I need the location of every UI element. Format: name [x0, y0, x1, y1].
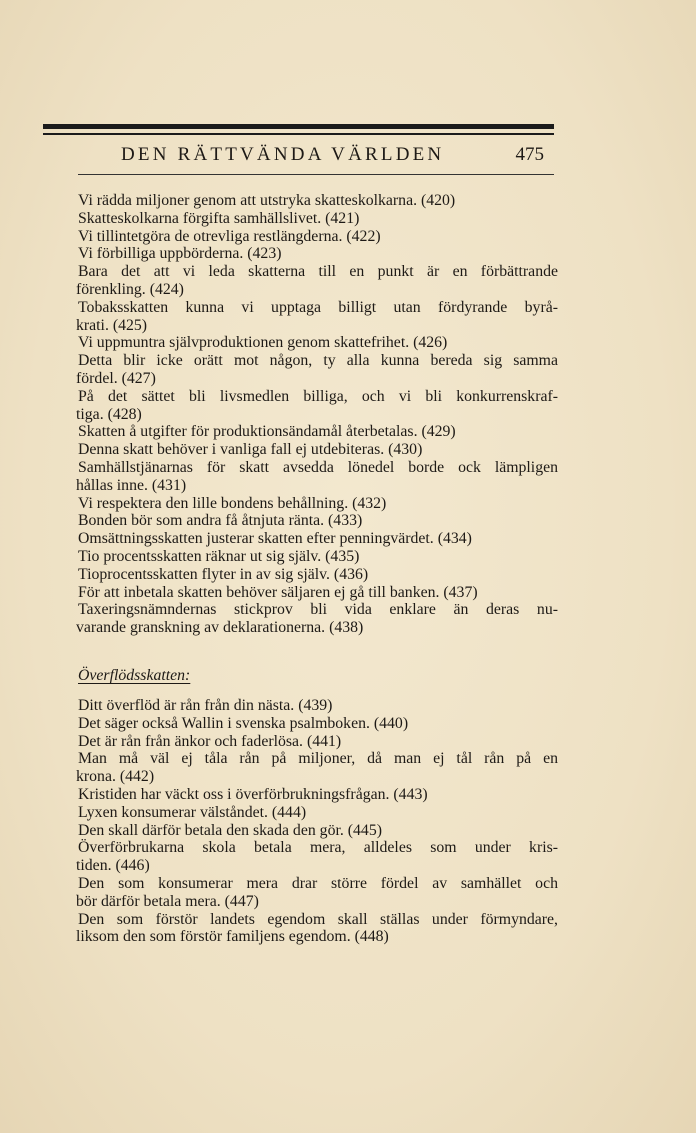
text-line: varande granskning av deklarationerna. (438)	[76, 619, 364, 637]
text-line: Kristiden har väckt oss i överförbrukningsfrågan. (443)	[78, 785, 428, 803]
text-line: Det säger också Wallin i svenska psalmboken. (440)	[78, 714, 409, 732]
text-line: Vi uppmuntra självproduktionen genom skattefrihet. (426)	[78, 334, 448, 352]
text-line: Denna skatt behöver i vanliga fall ej utdebiteras. (430)	[78, 441, 423, 459]
text-line: tiga. (428)	[76, 405, 142, 423]
text-line: På det sättet bli livsmedlen billiga, och vi bli konkurrenskraf-	[78, 387, 558, 405]
text-line: Vi förbilliga uppbörderna. (423)	[78, 245, 282, 263]
section-heading: Överflödsskatten:	[78, 667, 191, 684]
text-line: liksom den som förstör familjens egendom. (448)	[76, 928, 389, 946]
header-underline	[78, 174, 554, 175]
text-line: Bara det att vi leda skatterna till en punkt är en förbättrande	[78, 263, 558, 281]
text-line: Det är rån från änkor och faderlösa. (441)	[78, 732, 342, 750]
text-line: fördel. (427)	[76, 369, 156, 387]
text-line: Den som förstör landets egendom skall ställas under förmyndare,	[78, 910, 558, 928]
text-line: Vi respektera den lille bondens behållning. (432)	[78, 494, 387, 512]
text-line: Vi rädda miljoner genom att utstryka skatteskolkarna. (420)	[78, 192, 456, 209]
text-line: Samhällstjänarnas för skatt avsedda lönedel borde ock lämpligen	[78, 458, 558, 476]
running-title: DEN RÄTTVÄNDA VÄRLDEN	[121, 144, 445, 165]
text-line: Den skall därför betala den skada den gör. (445)	[78, 821, 382, 839]
text-line: krati. (425)	[76, 316, 148, 334]
header-rule-thin	[43, 133, 554, 135]
text-line: För att inbetala skatten behöver säljaren ej gå till banken. (437)	[78, 583, 478, 601]
text-line: Man må väl ej tåla rån på miljoner, då man ej tål rån på en	[78, 750, 558, 768]
text-line: Bonden bör som andra få åtnjuta ränta. (433)	[78, 512, 363, 530]
text-line: Den som konsumerar mera drar större fördel av samhället och	[78, 874, 558, 892]
text-line: Vi tillintetgöra de otrevliga restlängderna. (422)	[78, 227, 381, 245]
text-line: hållas inne. (431)	[76, 476, 187, 494]
text-line: Tioprocentsskatten flyter in av sig själv. (436)	[78, 565, 369, 583]
text-line: Ditt överflöd är rån från din nästa. (439)	[78, 697, 333, 714]
text-line: Skatteskolkarna förgifta samhällslivet. (421)	[78, 209, 360, 227]
running-header	[43, 143, 554, 169]
body-text-section-1	[78, 192, 558, 637]
body-text-section-2	[78, 697, 558, 946]
header-rule-thick	[43, 124, 554, 129]
text-line: Omsättningsskatten justerar skatten efter penningvärdet. (434)	[78, 530, 472, 548]
text-line: förenkling. (424)	[76, 280, 184, 298]
text-line: krona. (442)	[76, 768, 155, 786]
text-line: Detta blir icke orätt mot någon, ty alla kunna bereda sig samma	[78, 352, 558, 370]
page-number: 475	[515, 144, 544, 165]
text-line: tiden. (446)	[76, 857, 150, 875]
text-line: Skatten å utgifter för produktionsändamål återbetalas. (429)	[78, 423, 456, 441]
text-line: Lyxen konsumerar välståndet. (444)	[78, 803, 307, 821]
text-line: Taxeringsnämndernas stickprov bli vida enklare än deras nu-	[78, 601, 558, 619]
text-line: bör därför betala mera. (447)	[76, 892, 259, 910]
text-line: Tio procentsskatten räknar ut sig själv. (435)	[78, 547, 360, 565]
text-line: Överförbrukarna skola betala mera, alldeles som under kris-	[78, 839, 558, 857]
text-line: Tobaksskatten kunna vi upptaga billigt utan fördyrande byrå-	[78, 298, 558, 316]
